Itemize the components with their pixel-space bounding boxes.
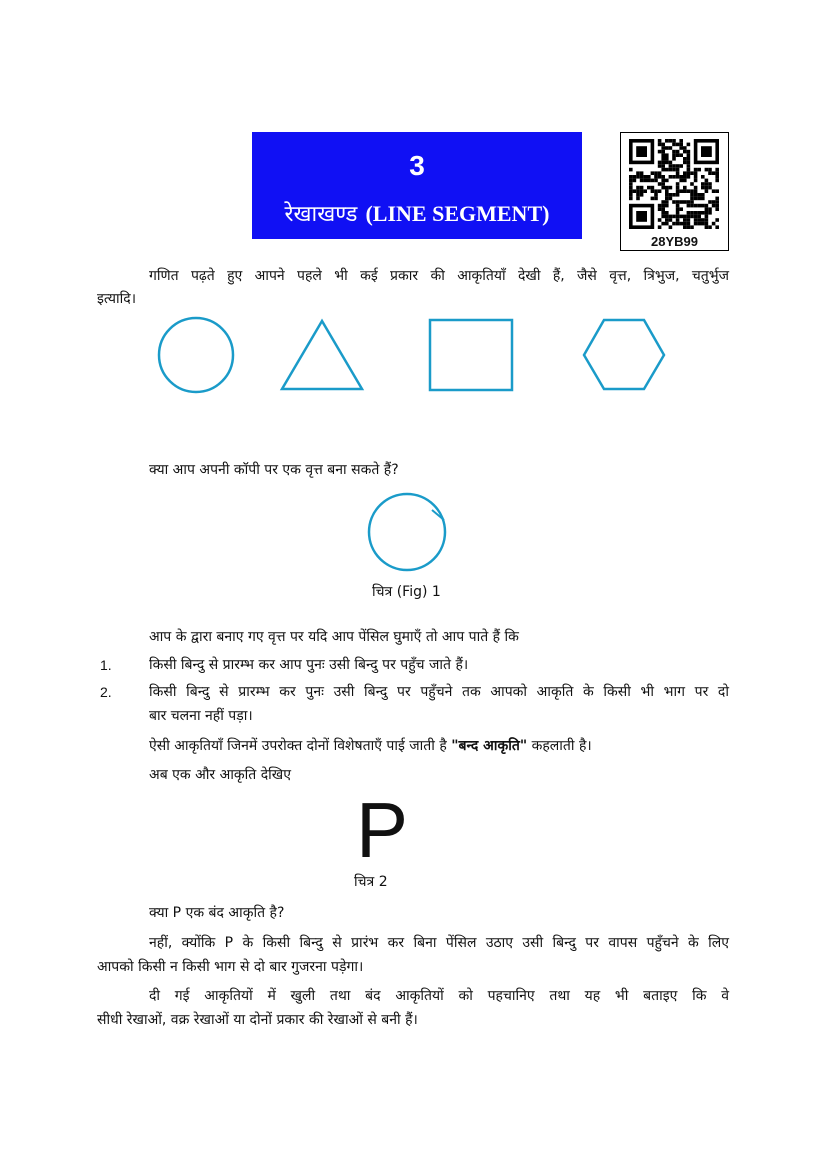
- chapter-number: 3: [409, 150, 425, 181]
- triangle-shape: [282, 321, 362, 389]
- definition-text-end: कहलाती है।: [527, 738, 592, 754]
- fig1-circle: [360, 488, 455, 578]
- chapter-banner: [252, 132, 582, 239]
- circle-shape: [159, 318, 233, 392]
- square-shape: [430, 320, 512, 390]
- intro-line-1: गणित पढ़ते हुए आपने पहले भी कई प्रकार की आकृतियाँ देखी हैं, जैसे वृत्त, त्रिभुज, चतुर्भुज: [149, 268, 729, 284]
- paragraph-pencil: आप के द्वारा बनाए गए वृत्त पर यदि आप पेंसिल घुमाएँ तो आप पाते हैं कि: [149, 629, 519, 645]
- chapter-title-hindi: रेखाखण्ड: [284, 202, 358, 227]
- list-number-2: 2.: [100, 684, 112, 700]
- drawn-circle-shape: [369, 494, 445, 570]
- definition-text: ऐसी आकृतियाँ जिनमें उपरोक्त दोनों विशेषताएँ पाई जाती है: [149, 738, 452, 754]
- answer-line-2: आपको किसी न किसी भाग से दो बार गुजरना पड़ेगा।: [97, 959, 364, 975]
- list-number-1: 1.: [100, 657, 112, 673]
- qr-code: [620, 132, 729, 251]
- qr-code-label: 28YB99: [651, 234, 698, 249]
- question-circle: क्या आप अपनी कॉपी पर एक वृत्त बना सकते हैं?: [149, 462, 399, 478]
- hexagon-shape: [584, 320, 664, 389]
- answer-line-1: नहीं, क्योंकि P के किसी बिन्दु से प्रारंभ कर बिना पेंसिल उठाए उसी बिन्दु पर वापस पहुँचने के लिए: [149, 935, 729, 951]
- intro-line-2: इत्यादि।: [97, 291, 137, 307]
- closed-figure-definition: [149, 737, 592, 755]
- see-another-figure: अब एक और आकृति देखिए: [149, 767, 291, 783]
- list-item-2-line-1: किसी बिन्दु से प्रारम्भ कर पुनः उसी बिन्दु पर पहुँचने तक आपको आकृति के किसी भी भाग पर दो: [149, 684, 729, 700]
- question-p-closed: क्या P एक बंद आकृति है?: [149, 905, 285, 921]
- fig2-letter-p: P: [356, 786, 409, 874]
- qr-code-icon: [629, 139, 719, 229]
- list-item-2-line-2: बार चलना नहीं पड़ा।: [149, 708, 253, 724]
- chapter-title: [252, 198, 582, 228]
- definition-term: "बन्द आकृति": [451, 738, 528, 754]
- shapes-figure: [150, 310, 680, 400]
- exercise-line-1: दी गई आकृतियों में खुली तथा बंद आकृतियों को पहचानिए तथा यह भी बताइए कि वे: [149, 988, 729, 1004]
- exercise-line-2: सीधी रेखाओं, वक्र रेखाओं या दोनों प्रकार की रेखाओं से बनी हैं।: [97, 1012, 418, 1028]
- chapter-title-english: (LINE SEGMENT): [365, 201, 550, 226]
- fig2-caption: चित्र 2: [354, 874, 388, 890]
- list-item-1: किसी बिन्दु से प्रारम्भ कर आप पुनः उसी बिन्दु पर पहुँच जाते हैं।: [149, 657, 469, 673]
- fig1-caption: चित्र (Fig) 1: [372, 584, 441, 600]
